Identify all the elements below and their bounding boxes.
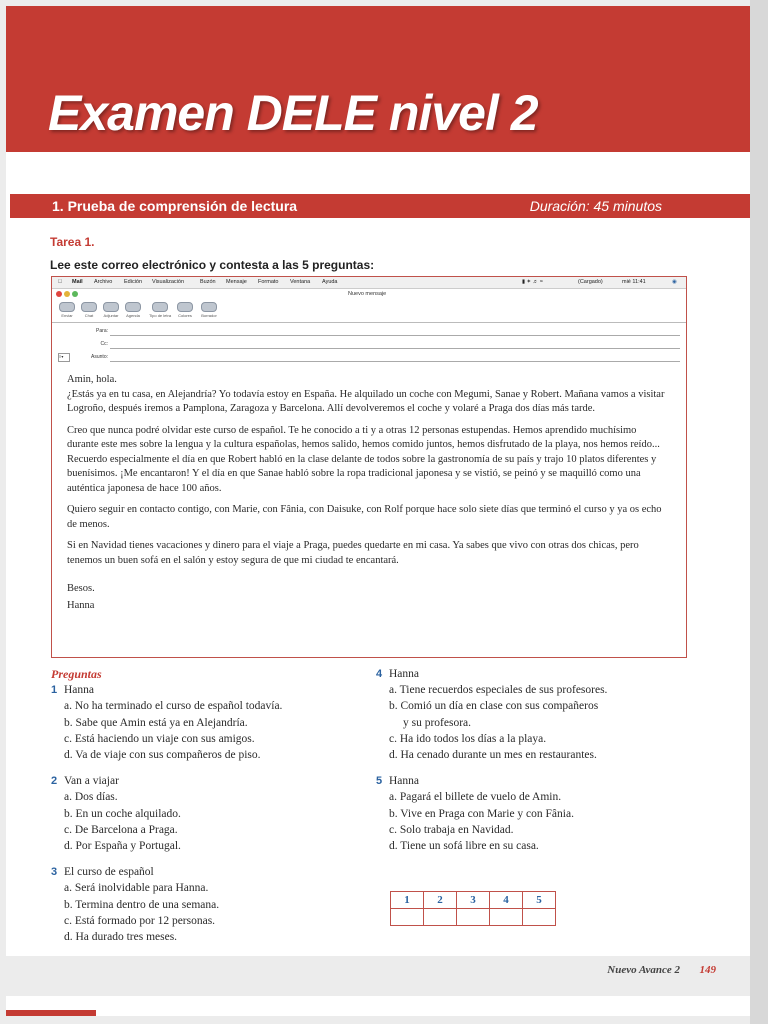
email-paragraph-1: ¿Estás ya en tu casa, en Alejandría? Yo todavía estoy en España. He alquilado un coche con Megumi, Sanae y Robert. Mañana vamos a visitar Logroño, después iremos a Pamplona, Zaragoza y Barcelona. Allí devolveremos el coche y volaré a Praga dos días más tarde. bbox=[67, 388, 665, 414]
answer-header-3: 3 bbox=[457, 892, 490, 909]
close-icon[interactable] bbox=[56, 291, 62, 297]
draft-button[interactable]: Borrador bbox=[200, 302, 218, 318]
spotlight-icon[interactable]: ◉ bbox=[672, 279, 677, 285]
status-text: (Cargado) bbox=[578, 279, 603, 285]
mail-toolbar bbox=[52, 300, 686, 323]
answer-cell-4[interactable] bbox=[490, 909, 523, 926]
email-signature: Hanna bbox=[67, 599, 95, 611]
colors-button[interactable]: Colores bbox=[176, 302, 194, 318]
question-3-option-c[interactable]: c. Está formado por 12 personas. bbox=[64, 914, 216, 927]
email-paragraph-4: Si en Navidad tienes vacaciones y dinero para el viaje a Praga, puedes quedarte en mi casa. Ya sabes que vivo con otras dos chicas, pero tenemos un buen sofá en el salón y estoy segura de que mi ciudad te encantará. bbox=[67, 540, 639, 566]
question-3-option-a[interactable]: a. Será inolvidable para Hanna. bbox=[64, 882, 209, 895]
answer-grid bbox=[390, 891, 556, 926]
question-1-stem: 1 Hanna bbox=[51, 684, 95, 697]
question-4-option-b-continued: y su profesora. bbox=[403, 716, 472, 729]
question-1-option-c[interactable]: c. Está haciendo un viaje con sus amigos. bbox=[64, 732, 255, 745]
task-instruction: Lee este correo electrónico y contesta a las 5 preguntas: bbox=[50, 258, 375, 272]
cc-field[interactable]: Cc: bbox=[52, 340, 686, 350]
send-button[interactable]: Enviar bbox=[58, 302, 76, 318]
menu-ventana[interactable]: Ventana bbox=[290, 279, 311, 285]
answer-cell-5[interactable] bbox=[523, 909, 556, 926]
question-4-option-b[interactable]: b. Comió un día en clase con sus compañeros bbox=[389, 700, 599, 713]
question-3-option-b[interactable]: b. Termina dentro de una semana. bbox=[64, 898, 220, 911]
red-edge-mark bbox=[6, 1010, 96, 1016]
question-5-option-d[interactable]: d. Tiene un sofá libre en su casa. bbox=[389, 840, 539, 853]
question-2-option-c[interactable]: c. De Barcelona a Praga. bbox=[64, 823, 178, 836]
answer-header-5: 5 bbox=[523, 892, 556, 909]
answer-cell-3[interactable] bbox=[457, 909, 490, 926]
page-edge bbox=[750, 0, 768, 1024]
menu-edicion[interactable]: Edición bbox=[124, 279, 143, 285]
page-footer bbox=[6, 956, 750, 996]
question-2-stem: 2 Van a viajar bbox=[51, 775, 119, 788]
address-book-button[interactable]: Agenda bbox=[124, 302, 142, 318]
fonts-button[interactable]: Tipo de letra bbox=[148, 302, 172, 318]
to-field[interactable]: Para: bbox=[52, 327, 686, 337]
attach-button[interactable]: Adjuntar bbox=[102, 302, 120, 318]
questions-heading: Preguntas bbox=[51, 667, 102, 681]
page-title: Examen DELE nivel 2 bbox=[48, 85, 538, 141]
question-5-option-c[interactable]: c. Solo trabaja en Navidad. bbox=[389, 823, 514, 836]
email-paragraph-2: Creo que nunca podré olvidar este curso de español. Te he conocido a ti y a otras 12 personas estupendas. Hemos aprendido muchísimo durante este mes sobre la lengua y la cultura españolas, hemos salido, hemos comido juntos, hemos disfrutado de la playa, nos hemos reído... Recuerdo especialmente el día en que Robert habló en la clase delante de todos sobre la gastronomía de su país y trajo 10 platos diferentes y buenísimos. ¡Me encantaron! Y el día en que Sanae habló sobre la ropa tradicional japonesa y se vistió, se peinó y se maquilló como una auténtica japonesa de hace 100 años. bbox=[67, 424, 660, 494]
question-3-stem: 3 El curso de español bbox=[51, 866, 154, 879]
battery-icon: ▮ ✶ ♬ ≈ bbox=[522, 279, 543, 285]
question-5-stem: 5 Hanna bbox=[376, 775, 420, 788]
email-window bbox=[51, 276, 687, 658]
question-4-stem: 4 Hanna bbox=[376, 668, 420, 680]
mail-titlebar bbox=[52, 289, 686, 300]
question-2-option-b[interactable]: b. En un coche alquilado. bbox=[64, 807, 181, 820]
menu-mail[interactable]: Mail bbox=[72, 279, 83, 285]
subject-field[interactable]: ≡▾ Asunto: bbox=[52, 353, 686, 363]
zoom-icon[interactable] bbox=[72, 291, 78, 297]
question-1-option-d[interactable]: d. Va de viaje con sus compañeros de piso. bbox=[64, 749, 261, 762]
question-3-option-d[interactable]: d. Ha durado tres meses. bbox=[64, 931, 178, 944]
question-2-option-d[interactable]: d. Por España y Portugal. bbox=[64, 840, 181, 853]
menu-visualizacion[interactable]: Visualización bbox=[152, 279, 185, 285]
menu-archivo[interactable]: Archivo bbox=[94, 279, 113, 285]
window-title: Nuevo mensaje bbox=[348, 291, 387, 297]
section-title: 1. Prueba de comprensión de lectura bbox=[52, 198, 298, 214]
email-body[interactable] bbox=[67, 373, 667, 613]
questions-right bbox=[376, 666, 696, 854]
questions-left bbox=[51, 666, 371, 945]
answer-header-4: 4 bbox=[490, 892, 523, 909]
menu-formato[interactable]: Formato bbox=[258, 279, 279, 285]
question-5-option-b[interactable]: b. Vive en Praga con Marie y con Fânia. bbox=[389, 807, 574, 820]
mail-menubar bbox=[52, 277, 686, 289]
section-duration: Duración: 45 minutos bbox=[529, 198, 662, 214]
question-4-option-a[interactable]: a. Tiene recuerdos especiales de sus profesores. bbox=[389, 684, 608, 697]
account-dropdown-icon[interactable]: ≡▾ bbox=[58, 353, 70, 362]
task-label: Tarea 1. bbox=[50, 235, 95, 249]
book-title: Nuevo Avance 2 bbox=[607, 964, 680, 976]
question-1-option-a[interactable]: a. No ha terminado el curso de español todavía. bbox=[64, 700, 283, 713]
answer-cell-2[interactable] bbox=[424, 909, 457, 926]
question-4-option-d[interactable]: d. Ha cenado durante un mes en restaurantes. bbox=[389, 749, 597, 762]
question-1-option-b[interactable]: b. Sabe que Amin está ya en Alejandría. bbox=[64, 716, 248, 729]
question-2-option-a[interactable]: a. Dos días. bbox=[64, 791, 118, 804]
page bbox=[6, 6, 750, 1016]
section-band bbox=[10, 194, 750, 218]
menu-mensaje[interactable]: Mensaje bbox=[226, 279, 247, 285]
question-5-option-a[interactable]: a. Pagará el billete de vuelo de Amin. bbox=[389, 791, 562, 804]
question-4-option-c[interactable]: c. Ha ido todos los días a la playa. bbox=[389, 732, 547, 745]
email-closing: Besos. bbox=[67, 583, 95, 594]
answer-header-1: 1 bbox=[391, 892, 424, 909]
page-number: 149 bbox=[699, 964, 716, 976]
menu-ayuda[interactable]: Ayuda bbox=[322, 279, 338, 285]
chat-button[interactable]: Chat bbox=[80, 302, 98, 318]
menu-buzon[interactable]: Buzón bbox=[200, 279, 216, 285]
page-header bbox=[6, 6, 750, 152]
minimize-icon[interactable] bbox=[64, 291, 70, 297]
apple-icon[interactable] bbox=[58, 279, 62, 285]
email-greeting: Amin, hola. bbox=[67, 374, 117, 385]
clock-text: mié 11:41 bbox=[622, 279, 646, 285]
answer-header-2: 2 bbox=[424, 892, 457, 909]
answer-cell-1[interactable] bbox=[391, 909, 424, 926]
email-paragraph-3: Quiero seguir en contacto contigo, con Marie, con Fânia, con Daisuke, con Rolf porque hace solo siete días que terminó el curso y ya os echo de menos. bbox=[67, 504, 662, 530]
